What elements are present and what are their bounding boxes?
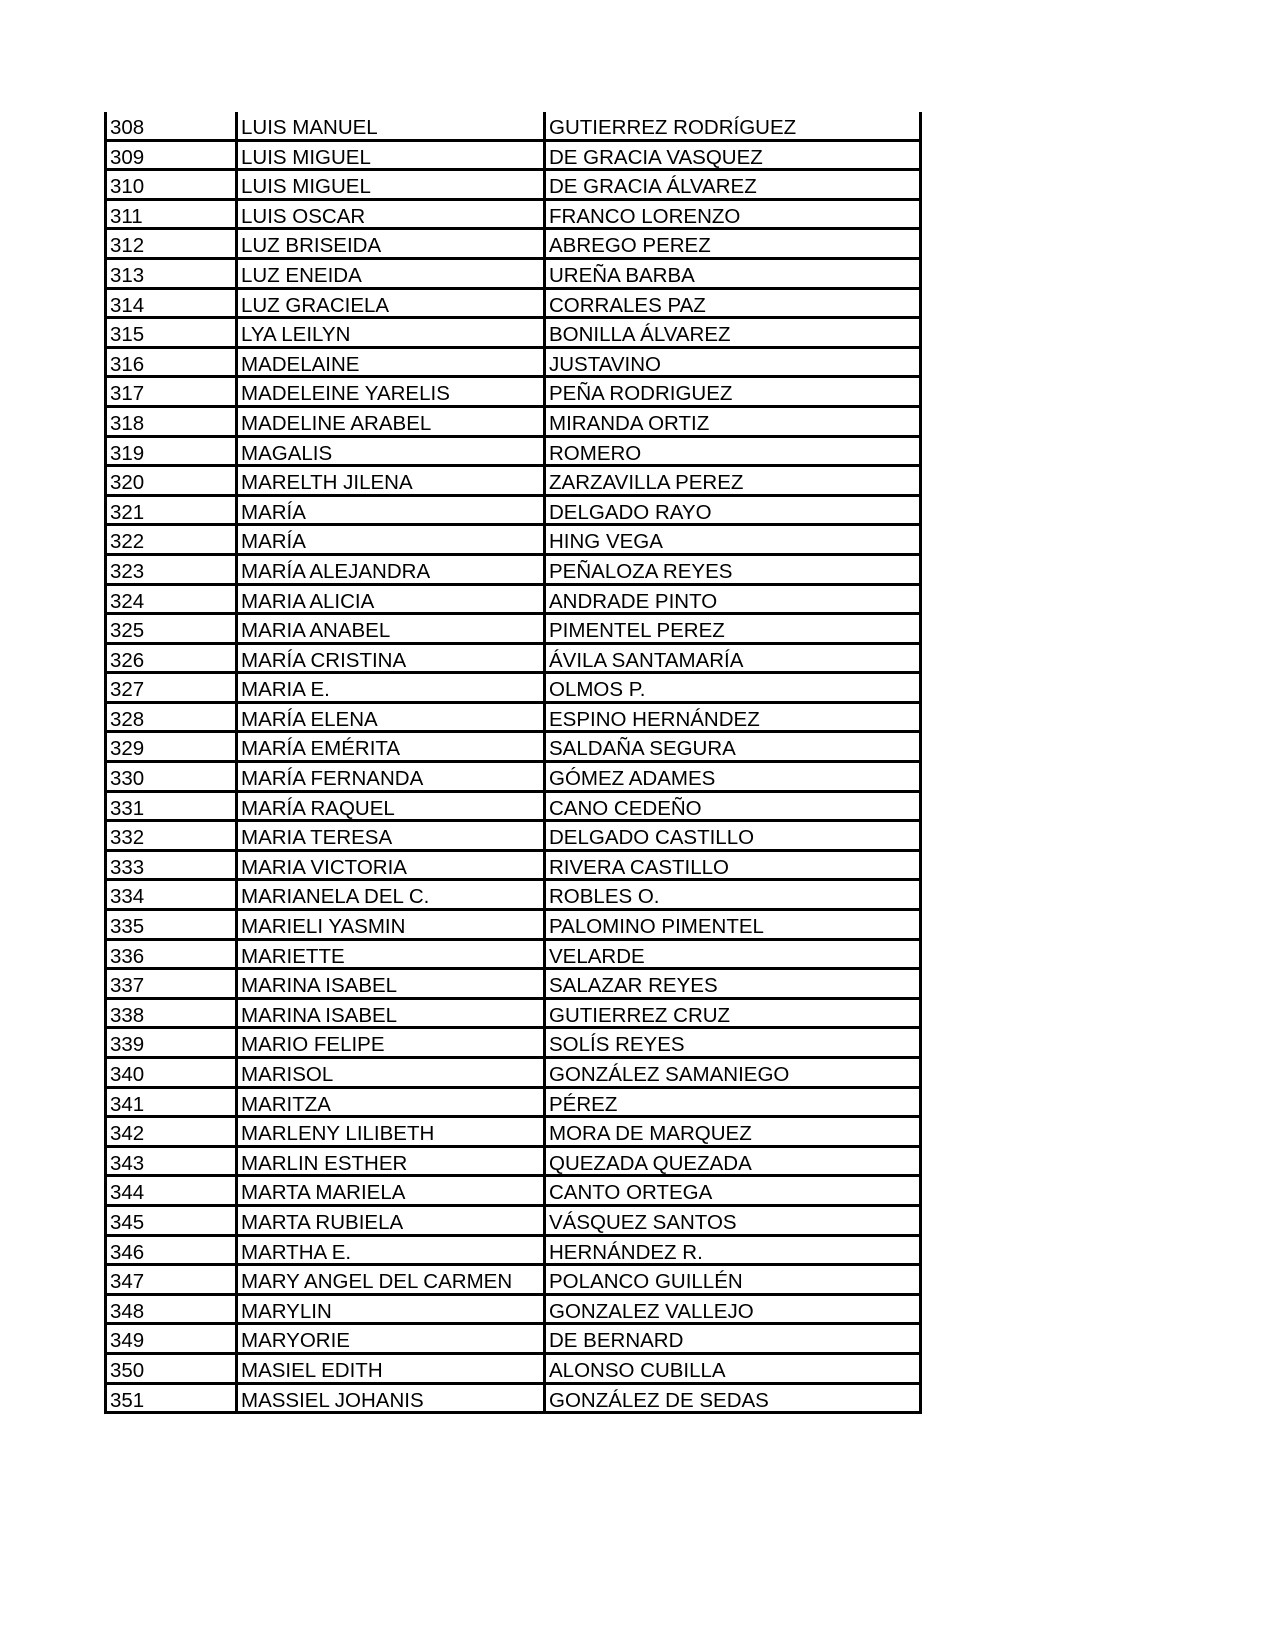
row-number-cell: 338 xyxy=(107,1000,238,1027)
last-name-cell: GONZÁLEZ SAMANIEGO xyxy=(549,1063,790,1086)
last-name-cell: ROMERO xyxy=(549,441,642,465)
table-row xyxy=(104,586,922,616)
last-name-cell: ALONSO CUBILLA xyxy=(549,1358,726,1382)
first-name-cell: MARISOL xyxy=(238,1059,546,1086)
last-name-cell: DE GRACIA ÁLVAREZ xyxy=(549,175,757,198)
row-number-cell: 321 xyxy=(107,497,238,524)
row-number-cell: 319 xyxy=(107,438,238,465)
table-row xyxy=(104,1059,922,1089)
row-number-cell: 332 xyxy=(107,822,238,849)
first-name-cell: MARLENY LILIBETH xyxy=(238,1118,546,1145)
table-row xyxy=(104,674,922,704)
table-row xyxy=(104,1000,922,1030)
table-row xyxy=(104,1118,922,1148)
row-number-cell: 343 xyxy=(107,1148,238,1175)
first-name-cell: MARINA ISABEL xyxy=(238,970,546,997)
first-name-cell: MASSIEL JOHANIS xyxy=(238,1385,546,1412)
last-name-cell: PEÑALOZA REYES xyxy=(549,559,733,583)
row-number-cell: 349 xyxy=(107,1325,238,1352)
first-name-cell: MARYLIN xyxy=(238,1296,546,1323)
table-row xyxy=(104,1177,922,1207)
row-number-cell: 345 xyxy=(107,1207,238,1234)
table-row xyxy=(104,615,922,645)
table-row xyxy=(104,112,922,142)
table-row xyxy=(104,408,922,438)
first-name-cell: MARIANELA DEL C. xyxy=(238,881,546,908)
row-number-cell: 324 xyxy=(107,586,238,613)
last-name-cell: GONZALEZ VALLEJO xyxy=(549,1299,754,1323)
row-number-cell: 308 xyxy=(107,112,238,139)
table-row xyxy=(104,1029,922,1059)
row-number-cell: 326 xyxy=(107,645,238,672)
table-row xyxy=(104,1355,922,1385)
first-name-cell: MARIO FELIPE xyxy=(238,1029,546,1056)
row-number-cell: 351 xyxy=(107,1385,238,1412)
first-name-cell: MARIA ANABEL xyxy=(238,615,546,642)
last-name-cell: GUTIERREZ CRUZ xyxy=(549,1003,731,1027)
last-name-cell: OLMOS P. xyxy=(549,678,646,701)
last-name-cell: ANDRADE PINTO xyxy=(549,589,718,613)
row-number-cell: 311 xyxy=(107,201,238,228)
last-name-cell: SOLÍS REYES xyxy=(549,1033,685,1056)
last-name-cell: MIRANDA ORTIZ xyxy=(549,411,710,435)
last-name-cell: DELGADO RAYO xyxy=(549,500,712,524)
row-number-cell: 316 xyxy=(107,349,238,376)
name-table xyxy=(104,112,922,1414)
last-name-cell: DELGADO CASTILLO xyxy=(549,826,755,849)
last-name-cell: CANTO ORTEGA xyxy=(549,1181,713,1204)
last-name-cell: QUEZADA QUEZADA xyxy=(549,1151,752,1175)
table-row xyxy=(104,260,922,290)
table-row xyxy=(104,822,922,852)
last-name-cell: ROBLES O. xyxy=(549,885,660,909)
table-row xyxy=(104,142,922,172)
last-name-cell: GONZÁLEZ DE SEDAS xyxy=(549,1388,769,1412)
first-name-cell: MARTA MARIELA xyxy=(238,1177,546,1204)
last-name-cell: VÁSQUEZ SANTOS xyxy=(549,1210,737,1234)
table-row xyxy=(104,1325,922,1355)
row-number-cell: 341 xyxy=(107,1089,238,1116)
last-name-cell: RIVERA CASTILLO xyxy=(549,855,730,879)
first-name-cell: LUIS OSCAR xyxy=(238,201,546,228)
table-row xyxy=(104,911,922,941)
table-row xyxy=(104,1089,922,1119)
first-name-cell: MARÍA ELENA xyxy=(238,704,546,731)
first-name-cell: MARÍA xyxy=(238,526,546,553)
table-row xyxy=(104,941,922,971)
first-name-cell: MARIELI YASMIN xyxy=(238,911,546,938)
first-name-cell: MARÍA RAQUEL xyxy=(238,793,546,820)
row-number-cell: 340 xyxy=(107,1059,238,1086)
row-number-cell: 344 xyxy=(107,1177,238,1204)
row-number-cell: 335 xyxy=(107,911,238,938)
last-name-cell: ESPINO HERNÁNDEZ xyxy=(549,707,760,731)
last-name-cell: FRANCO LORENZO xyxy=(549,204,741,228)
table-row xyxy=(104,1207,922,1237)
last-name-cell: POLANCO GUILLÉN xyxy=(549,1270,743,1293)
row-number-cell: 313 xyxy=(107,260,238,287)
first-name-cell: MARTHA E. xyxy=(238,1237,546,1264)
table-row xyxy=(104,378,922,408)
table-row xyxy=(104,230,922,260)
first-name-cell: MARÍA CRISTINA xyxy=(238,645,546,672)
row-number-cell: 310 xyxy=(107,171,238,198)
last-name-cell: ÁVILA SANTAMARÍA xyxy=(549,648,744,672)
first-name-cell: MARTA RUBIELA xyxy=(238,1207,546,1234)
row-number-cell: 318 xyxy=(107,408,238,435)
row-number-cell: 327 xyxy=(107,674,238,701)
last-name-cell: MORA DE MARQUEZ xyxy=(549,1122,752,1145)
table-row xyxy=(104,852,922,882)
first-name-cell: MAGALIS xyxy=(238,438,546,465)
last-name-cell: DE BERNARD xyxy=(549,1329,684,1352)
first-name-cell: MARÍA FERNANDA xyxy=(238,763,546,790)
row-number-cell: 347 xyxy=(107,1266,238,1293)
row-number-cell: 309 xyxy=(107,142,238,169)
table-row xyxy=(104,467,922,497)
table-row xyxy=(104,1266,922,1296)
row-number-cell: 314 xyxy=(107,290,238,317)
row-number-cell: 330 xyxy=(107,763,238,790)
row-number-cell: 350 xyxy=(107,1355,238,1382)
last-name-cell: BONILLA ÁLVAREZ xyxy=(549,323,731,346)
name-list-sheet xyxy=(104,112,922,1414)
row-number-cell: 336 xyxy=(107,941,238,968)
first-name-cell: MASIEL EDITH xyxy=(238,1355,546,1382)
first-name-cell: MADELEINE YARELIS xyxy=(238,378,546,405)
table-row xyxy=(104,733,922,763)
first-name-cell: MARIA TERESA xyxy=(238,822,546,849)
table-row xyxy=(104,290,922,320)
last-name-cell: SALDAÑA SEGURA xyxy=(549,737,736,761)
table-row xyxy=(104,763,922,793)
row-number-cell: 312 xyxy=(107,230,238,257)
row-number-cell: 331 xyxy=(107,793,238,820)
table-row xyxy=(104,201,922,231)
row-number-cell: 342 xyxy=(107,1118,238,1145)
table-row xyxy=(104,704,922,734)
row-number-cell: 329 xyxy=(107,733,238,760)
row-number-cell: 315 xyxy=(107,319,238,346)
table-row xyxy=(104,438,922,468)
table-row xyxy=(104,970,922,1000)
table-row xyxy=(104,1385,922,1415)
row-number-cell: 346 xyxy=(107,1237,238,1264)
last-name-cell: GUTIERREZ RODRÍGUEZ xyxy=(549,116,797,139)
last-name-cell: PEÑA RODRIGUEZ xyxy=(549,382,733,405)
last-name-cell: UREÑA BARBA xyxy=(549,263,695,287)
first-name-cell: MADELAINE xyxy=(238,349,546,376)
table-row xyxy=(104,319,922,349)
last-name-cell: HERNÁNDEZ R. xyxy=(549,1240,703,1264)
last-name-cell: HING VEGA xyxy=(549,530,663,553)
first-name-cell: LUIS MANUEL xyxy=(238,112,546,139)
last-name-cell: PIMENTEL PEREZ xyxy=(549,619,725,642)
first-name-cell: MARYORIE xyxy=(238,1325,546,1352)
row-number-cell: 328 xyxy=(107,704,238,731)
last-name-cell: CORRALES PAZ xyxy=(549,293,706,317)
last-name-cell: JUSTAVINO xyxy=(549,352,661,376)
first-name-cell: MARY ANGEL DEL CARMEN xyxy=(238,1266,546,1293)
table-row xyxy=(104,497,922,527)
first-name-cell: LYA LEILYN xyxy=(238,319,546,346)
row-number-cell: 325 xyxy=(107,615,238,642)
first-name-cell: MARIA VICTORIA xyxy=(238,852,546,879)
row-number-cell: 348 xyxy=(107,1296,238,1323)
table-row xyxy=(104,349,922,379)
first-name-cell: MARELTH JILENA xyxy=(238,467,546,494)
first-name-cell: MARÍA EMÉRITA xyxy=(238,733,546,760)
first-name-cell: MADELINE ARABEL xyxy=(238,408,546,435)
first-name-cell: MARIA ALICIA xyxy=(238,586,546,613)
first-name-cell: MARÍA ALEJANDRA xyxy=(238,556,546,583)
first-name-cell: MARLIN ESTHER xyxy=(238,1148,546,1175)
last-name-cell: GÓMEZ ADAMES xyxy=(549,767,716,790)
first-name-cell: MARÍA xyxy=(238,497,546,524)
table-row xyxy=(104,526,922,556)
first-name-cell: MARITZA xyxy=(238,1089,546,1116)
first-name-cell: LUIS MIGUEL xyxy=(238,171,546,198)
last-name-cell: CANO CEDEÑO xyxy=(549,796,702,820)
first-name-cell: LUZ BRISEIDA xyxy=(238,230,546,257)
table-row xyxy=(104,556,922,586)
row-number-cell: 333 xyxy=(107,852,238,879)
row-number-cell: 322 xyxy=(107,526,238,553)
last-name-cell: PALOMINO PIMENTEL xyxy=(549,915,764,938)
last-name-cell: VELARDE xyxy=(549,944,645,968)
last-name-cell: ABREGO PEREZ xyxy=(549,234,711,257)
table-row xyxy=(104,171,922,201)
first-name-cell: LUZ ENEIDA xyxy=(238,260,546,287)
last-name-cell: DE GRACIA VASQUEZ xyxy=(549,145,763,169)
table-row xyxy=(104,793,922,823)
last-name-cell: ZARZAVILLA PEREZ xyxy=(549,471,744,494)
table-row xyxy=(104,881,922,911)
table-row xyxy=(104,645,922,675)
table-row xyxy=(104,1237,922,1267)
first-name-cell: MARINA ISABEL xyxy=(238,1000,546,1027)
first-name-cell: MARIETTE xyxy=(238,941,546,968)
first-name-cell: MARIA E. xyxy=(238,674,546,701)
first-name-cell: LUIS MIGUEL xyxy=(238,142,546,169)
row-number-cell: 317 xyxy=(107,378,238,405)
row-number-cell: 334 xyxy=(107,881,238,908)
row-number-cell: 320 xyxy=(107,467,238,494)
row-number-cell: 323 xyxy=(107,556,238,583)
row-number-cell: 337 xyxy=(107,970,238,997)
first-name-cell: LUZ GRACIELA xyxy=(238,290,546,317)
last-name-cell: SALAZAR REYES xyxy=(549,974,718,997)
last-name-cell: PÉREZ xyxy=(549,1092,618,1116)
table-row xyxy=(104,1296,922,1326)
row-number-cell: 339 xyxy=(107,1029,238,1056)
table-row xyxy=(104,1148,922,1178)
